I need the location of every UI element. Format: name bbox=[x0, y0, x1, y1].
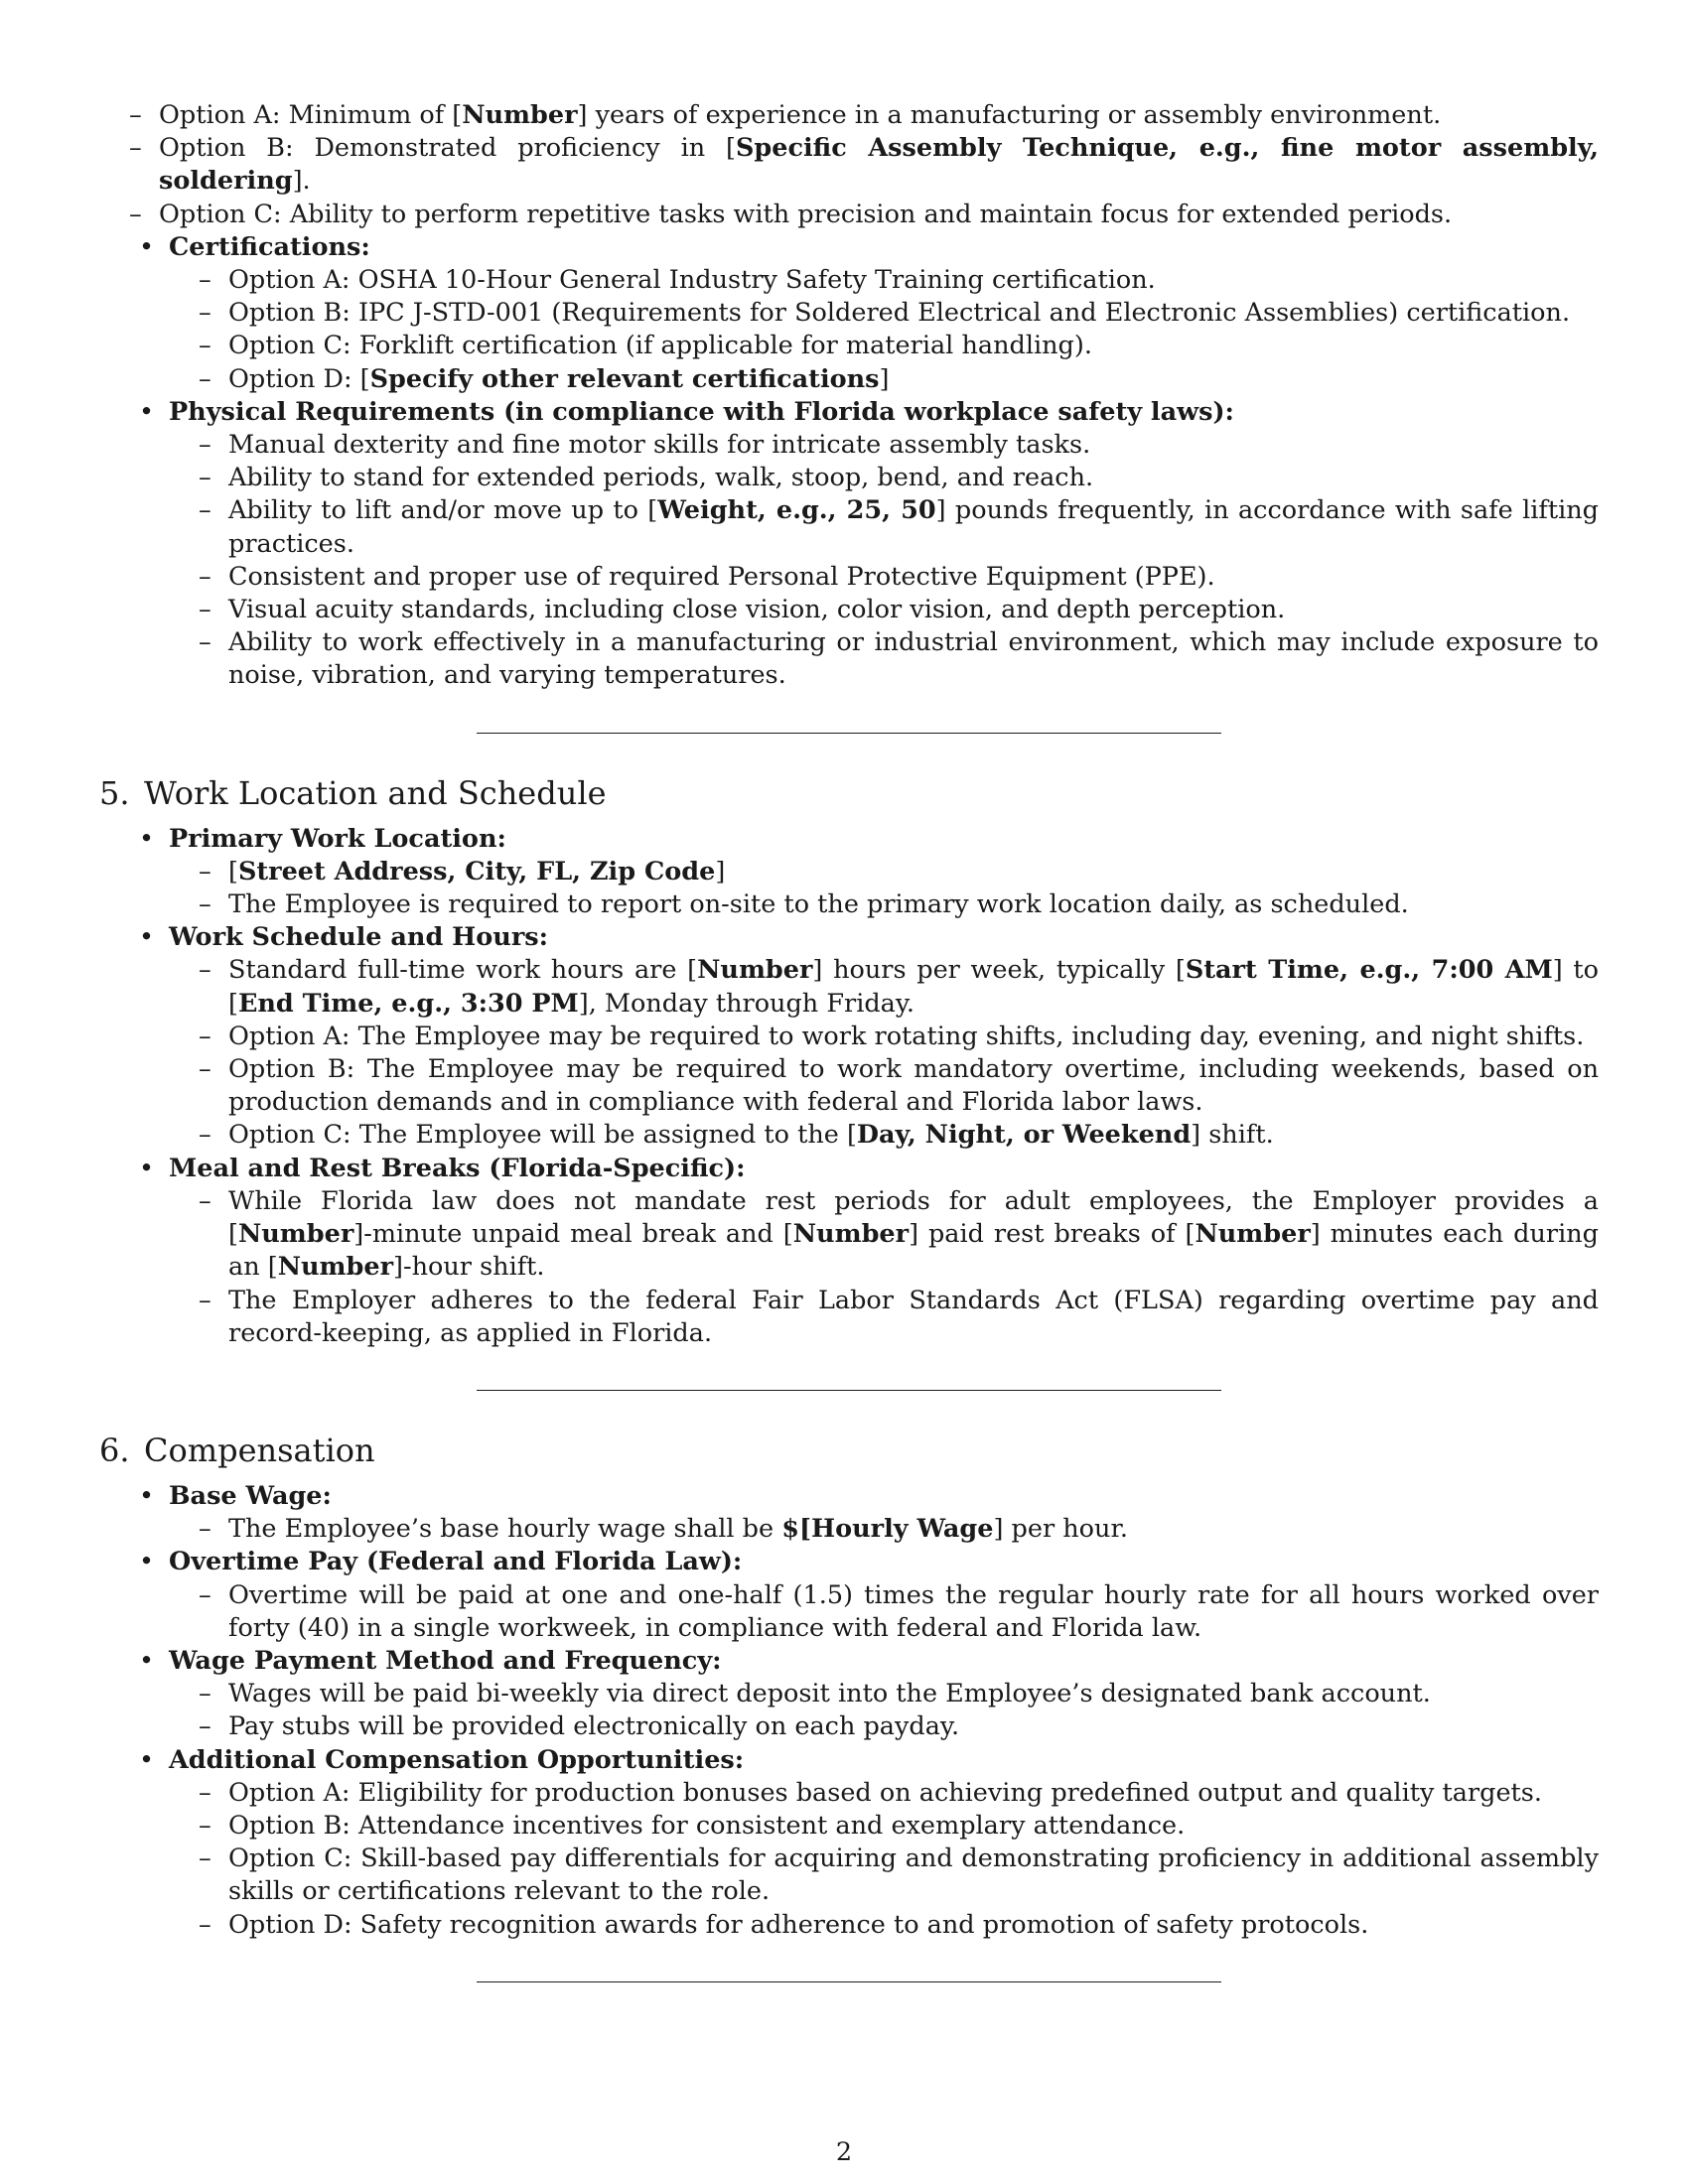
section-heading-compensation: 6. Compensation bbox=[99, 1431, 375, 1469]
list-item: – Option A: Eligibility for production bonuses based on achieving predefined output and quality targets. bbox=[199, 1777, 1542, 1808]
certifications-heading: Certifications: bbox=[169, 231, 370, 262]
list-item: – Standard full-time work hours are [Number] hours per week, typically [Start Time, e.g., 7:00 AM] to [End Time, e.g., 3:30 PM], Monday through Friday. bbox=[199, 955, 1600, 1019]
list-item: – The Employee’s base hourly wage shall be $[Hourly Wage] per hour. bbox=[199, 1514, 1128, 1545]
additional-compensation-item: • Additional Compensation Opportunities: – Option A: Eligibility for production bonuses based on achieving predefined output and quality targets. – Option B: Attendance incentives for consistent and exemplary attendance. – Option C: Skill-based pay differentials for acquiring and demonstrating proficiency in additional assembly skills or certifications relevant to the role. – Option D: Safety recognition awards for adherence to and promotion of safety protocols. bbox=[99, 1744, 1599, 1942]
certifications-item: • Certifications: – Option A: OSHA 10-Hour General Industry Safety Training certification. – Option B: IPC J-STD-001 (Requirements for Soldered Electrical and Electronic Assemblies) certification. – Option C: Forklift certification (if applicable for material handling). – Option D: [Specify other relevant certifications] bbox=[99, 231, 1599, 396]
document-page bbox=[99, 99, 1599, 1982]
list-item: – Option C: Forklift certification (if applicable for material handling). bbox=[199, 331, 1092, 361]
list-item: – Ability to work effectively in a manufacturing or industrial environment, which may include exposure to noise, vibration, and varying temperatures. bbox=[199, 627, 1599, 691]
list-item: – Pay stubs will be provided electronically on each payday. bbox=[199, 1711, 960, 1742]
list-item: – Option B: Demonstrated proficiency in [Specific Assembly Technique, e.g., fine motor assembly, soldering]. bbox=[129, 133, 1599, 197]
list-item: – Ability to stand for extended periods, walk, stoop, bend, and reach. bbox=[199, 463, 1094, 493]
list-item: – Option B: IPC J-STD-001 (Requirements for Soldered Electrical and Electronic Assemblies) certification. bbox=[199, 298, 1571, 329]
list-item: – Option B: Attendance incentives for consistent and exemplary attendance. bbox=[199, 1810, 1186, 1841]
work-location-list bbox=[99, 823, 1599, 1350]
work-schedule-item: • Work Schedule and Hours: – Standard full-time work hours are [Number] hours per week, typically [Start Time, e.g., 7:00 AM] to [End Time, e.g., 3:30 PM], Monday through Friday. – Option A: The Employee may be required to work rotating shifts, including day, evening, and night shifts. – Option B: The Employee may be required to work mandatory overtime, including weekends, based on production demands and in compliance with federal and Florida labor laws. – Option C: The Employee will be assigned to the [Day, Night, or Weekend] shift. bbox=[99, 921, 1599, 1152]
list-item: – The Employer adheres to the federal Fair Labor Standards Act (FLSA) regarding overtime pay and record-keeping, as applied in Florida. bbox=[199, 1285, 1599, 1348]
compensation-list bbox=[99, 1480, 1599, 1942]
list-item: – Option A: OSHA 10-Hour General Industry Safety Training certification. bbox=[199, 265, 1156, 296]
list-item: – Option D: [Specify other relevant certifications] bbox=[199, 363, 890, 394]
list-item: – [Street Address, City, FL, Zip Code] bbox=[199, 856, 726, 887]
meal-rest-breaks-item: • Meal and Rest Breaks (Florida-Specific): – While Florida law does not mandate rest periods for adult employees, the Employer provides a [Number]-minute unpaid meal break and [Number] paid rest breaks of [Number] minutes each during an [Number]-hour shift. – The Employer adheres to the federal Fair Labor Standards Act (FLSA) regarding overtime pay and record-keeping, as applied in Florida. bbox=[99, 1153, 1599, 1350]
page-number: 2 bbox=[835, 2137, 853, 2167]
list-item: – Ability to lift and/or move up to [Weight, e.g., 25, 50] pounds frequently, in accordance with safe lifting practices. bbox=[199, 495, 1599, 559]
list-item: – While Florida law does not mandate rest periods for adult employees, the Employer provides a [Number]-minute unpaid meal break and [Number] paid rest breaks of [Number] minutes each during an [Number]-hour shift. bbox=[199, 1185, 1599, 1283]
list-item: – Option D: Safety recognition awards for adherence to and promotion of safety protocols. bbox=[199, 1909, 1369, 1940]
physical-requirements-item: • Physical Requirements (in compliance with Florida workplace safety laws): – Manual dexterity and fine motor skills for intricate assembly tasks. – Ability to stand for extended periods, walk, stoop, bend, and reach. – Ability to lift and/or move up to [Weight, e.g., 25, 50] pounds frequently, in accordance with safe lifting practices. – Consistent and proper use of required Personal Protective Equipment (PPE). – Visual acuity standards, including close vision, color vision, and depth perception. – Ability to work effectively in a manufacturing or industrial environment, which may include exposure to noise, vibration, and varying temperatures. bbox=[99, 396, 1599, 693]
overtime-pay-item: • Overtime Pay (Federal and Florida Law): – Overtime will be paid at one and one-half (1.5) times the regular hourly rate for all hours worked over forty (40) in a single workweek, in compliance with federal and Florida law. bbox=[99, 1546, 1599, 1645]
base-wage-item: • Base Wage: – The Employee’s base hourly wage shall be $[Hourly Wage] per hour. bbox=[99, 1480, 1599, 1546]
experience-options-list bbox=[99, 99, 1599, 231]
qualifications-list bbox=[99, 231, 1599, 693]
physical-requirements-heading: Physical Requirements (in compliance with Florida workplace safety laws): bbox=[169, 396, 1234, 427]
list-item: – Option C: Ability to perform repetitive tasks with precision and maintain focus for extended periods. bbox=[129, 199, 1453, 229]
list-item: – Option A: The Employee may be required to work rotating shifts, including day, evening, and night shifts. bbox=[199, 1021, 1585, 1051]
list-item: – Option C: The Employee will be assigned to the [Day, Night, or Weekend] shift. bbox=[199, 1120, 1274, 1151]
section-heading-work-location: 5. Work Location and Schedule bbox=[99, 773, 607, 812]
list-item: – Option C: Skill-based pay differentials for acquiring and demonstrating proficiency in additional assembly skills or certifications relevant to the role. bbox=[199, 1843, 1599, 1907]
list-item: – Visual acuity standards, including close vision, color vision, and depth perception. bbox=[199, 595, 1286, 625]
list-item: – Manual dexterity and fine motor skills for intricate assembly tasks. bbox=[199, 430, 1091, 461]
section-divider bbox=[477, 1981, 1221, 1982]
list-item: – Wages will be paid bi-weekly via direct deposit into the Employee’s designated bank account. bbox=[199, 1679, 1431, 1709]
list-item: – Overtime will be paid at one and one-half (1.5) times the regular hourly rate for all hours worked over forty (40) in a single workweek, in compliance with federal and Florida law. bbox=[199, 1579, 1599, 1643]
primary-work-location-item: • Primary Work Location: – [Street Address, City, FL, Zip Code] – The Employee is required to report on-site to the primary work location daily, as scheduled. bbox=[99, 823, 1599, 922]
list-item: – The Employee is required to report on-site to the primary work location daily, as scheduled. bbox=[199, 889, 1409, 920]
list-item: – Option B: The Employee may be required to work mandatory overtime, including weekends, based on production demands and in compliance with federal and Florida labor laws. bbox=[199, 1054, 1599, 1118]
list-item: – Option A: Minimum of [Number] years of experience in a manufacturing or assembly environment. bbox=[129, 100, 1442, 130]
wage-payment-item: • Wage Payment Method and Frequency: – Wages will be paid bi-weekly via direct deposit into the Employee’s designated bank account. – Pay stubs will be provided electronically on each payday. bbox=[99, 1645, 1599, 1744]
list-item: – Consistent and proper use of required Personal Protective Equipment (PPE). bbox=[199, 561, 1215, 592]
